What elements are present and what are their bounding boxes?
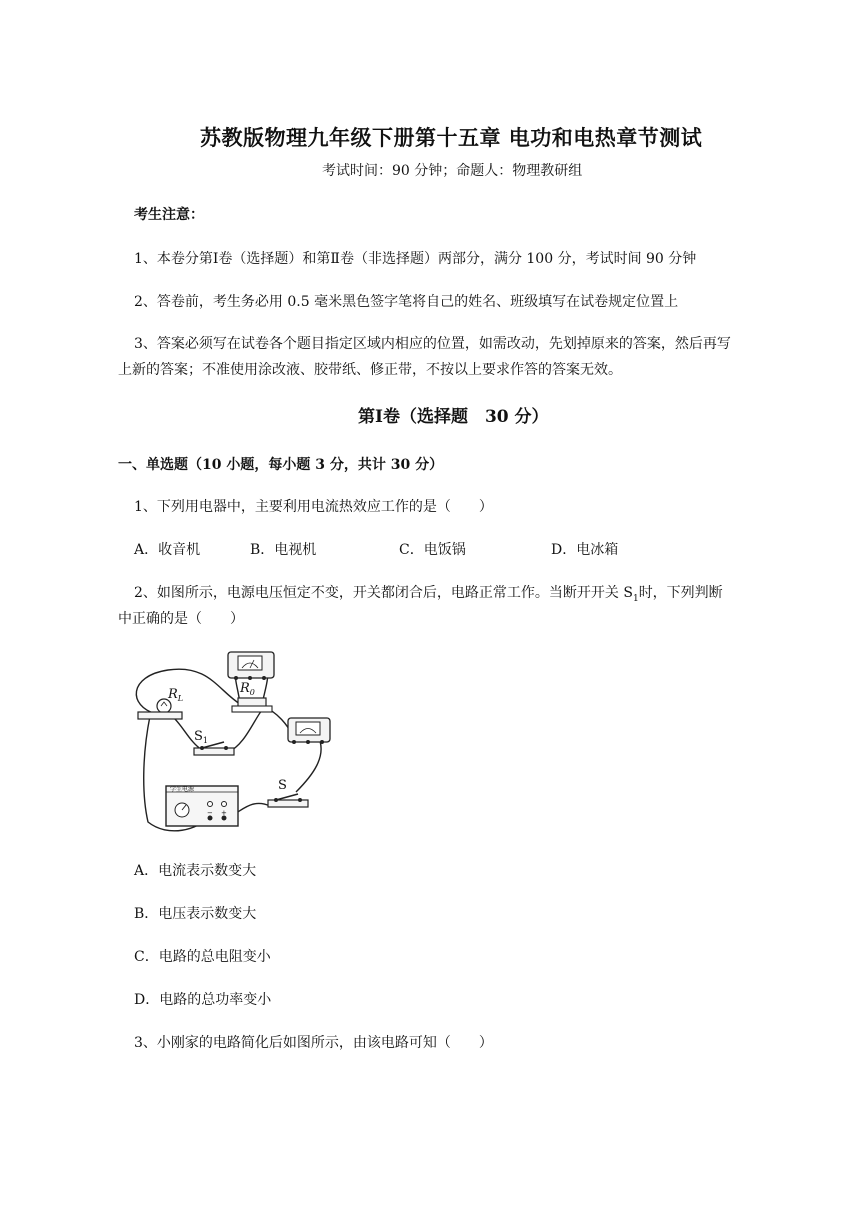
- label-rl: $R_L$: [168, 687, 184, 703]
- exam-subtitle: 考试时间：90 分钟；命题人：物理教研组: [322, 163, 583, 179]
- ammeter-icon: [288, 718, 330, 744]
- label-r0: $R_0$: [240, 681, 255, 697]
- notice-item-1: 1、本卷分第Ⅰ卷（选择题）和第Ⅱ卷（非选择题）两部分，满分 100 分，考试时间 90 分钟: [134, 251, 697, 267]
- switch-s-icon: [268, 794, 308, 807]
- wire-ammeter-s: [296, 736, 321, 792]
- circuit-diagram: [128, 646, 342, 836]
- q2-stem-part2: 时，下列判断: [638, 585, 723, 601]
- page-title: 苏教版物理九年级下册第十五章 电功和电热章节测试: [200, 125, 703, 150]
- label-s: S: [278, 778, 287, 793]
- q2-stem-part1: 2、如图所示，电源电压恒定不变，开关都闭合后，电路正常工作。当断开开关 S: [134, 585, 633, 601]
- q1-option-a: A．收音机: [134, 542, 201, 558]
- part-heading: 一、单选题（10 小题，每小题 3 分，共计 30 分）: [118, 457, 444, 473]
- resistor-r0-icon: [232, 698, 272, 712]
- notice-item-2: 2、答卷前，考生务必用 0.5 毫米黑色签字笔将自己的姓名、班级填写在试卷规定位置上: [134, 294, 679, 310]
- wire-s1-r0: [228, 710, 262, 752]
- question-2-stem: [134, 582, 723, 604]
- q2-option-a: A．电流表示数变大: [134, 863, 257, 879]
- question-2-stem-cont: 中正确的是（ ）: [118, 611, 244, 627]
- q1-option-d: D．电冰箱: [551, 542, 619, 558]
- label-s1: $S_1$: [194, 729, 208, 745]
- q2-option-b: B．电压表示数变大: [134, 906, 257, 922]
- voltmeter-icon: [228, 652, 274, 680]
- wire-bulb-to-r0: [136, 669, 240, 714]
- q2-stem-sub: 1: [632, 593, 639, 604]
- question-3-stem: 3、小刚家的电路简化后如图所示，由该电路可知（ ）: [134, 1035, 493, 1051]
- label-plus: +: [221, 809, 227, 817]
- circuit-figure: [128, 646, 342, 836]
- notice-item-3: 3、答案必须写在试卷各个题目指定区域内相应的位置，如需改动，先划掉原来的答案，然后再写: [134, 336, 731, 352]
- label-supply: 学生电源: [170, 786, 195, 793]
- section-title: 第Ⅰ卷（选择题 30 分）: [358, 407, 549, 427]
- question-1-stem: 1、下列用电器中，主要利用电流热效应工作的是（ ）: [134, 499, 493, 515]
- notice-heading: 考生注意：: [134, 207, 204, 223]
- q2-option-d: D．电路的总功率变小: [134, 992, 272, 1008]
- q1-option-c: C．电饭锅: [399, 542, 466, 558]
- q2-option-c: C．电路的总电阻变小: [134, 949, 271, 965]
- label-minus: −: [207, 809, 213, 817]
- notice-item-3-cont: 上新的答案；不准使用涂改液、胶带纸、修正带，不按以上要求作答的答案无效。: [118, 362, 622, 378]
- q1-option-b: B．电视机: [250, 542, 317, 558]
